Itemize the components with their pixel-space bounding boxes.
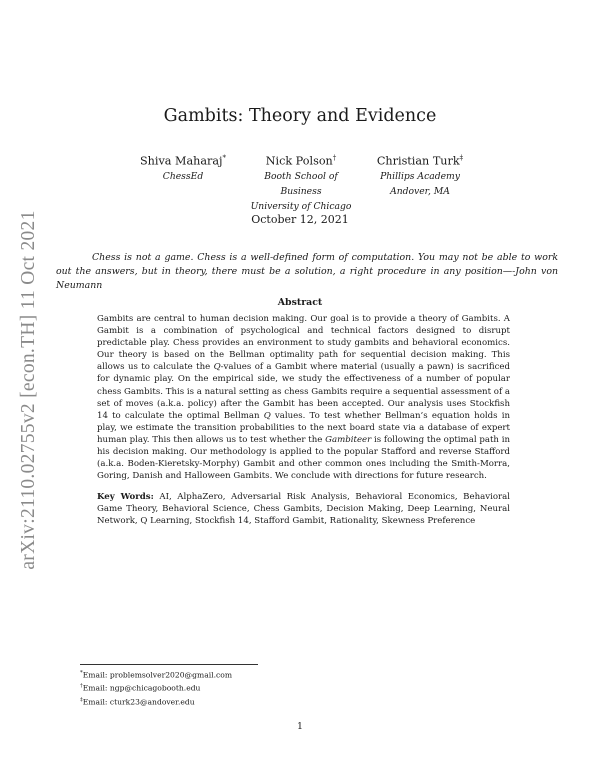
keywords-label: Key Words:	[97, 492, 154, 502]
footnote-email: †Email: ngp@chicagobooth.edu	[80, 683, 201, 693]
author-affiliation: Phillips Academy	[380, 170, 460, 182]
footnotes	[80, 668, 232, 708]
paper-date: October 12, 2021	[251, 213, 349, 226]
author-block	[245, 151, 357, 214]
author-affiliation: University of Chicago	[250, 200, 352, 212]
author-name: Shiva Maharaj*	[140, 154, 226, 168]
abstract-body: Gambits are central to human decision making. Our goal is to provide a theory of Gambits. A Gambit is a combination of psychological and technical factors designed to disrupt predictable play. Chess provides an environment to study gambits and behavioral economics. Our theory is based on the Bellman optimality path for sequential decision making. This allows us to calculate the Q-values of a Gambit where material (usually a pawn) is sacrificed for dynamic play. On the empirical side, we study the effectiveness of a number of popular chess Gambits. This is a natural setting as chess Gambits require a sequential assessment of a set of moves (a.k.a. policy) after the Gambit has been accepted. Our analysis uses Stockfish 14 to calculate the optimal Bellman Q values. To test whether Bellman’s equation holds in play, we estimate the transition probabilities to the next board state via a database of expert human play. This then allows us to test whether the Gambiteer is following the optimal path in his decision making. Our methodology is applied to the popular Stafford and reverse Stafford (a.k.a. Boden-Kieretsky-Morphy) Gambit and other common ones including the Smith-Morra, Goring, Danish and Halloween Gambits. We conclude with directions for future research.	[97, 314, 511, 482]
arxiv-stamp	[16, 200, 42, 580]
author-affiliation: ChessEd	[162, 170, 204, 182]
author-affiliation: Andover, MA	[390, 185, 450, 197]
footnote-rule	[80, 664, 258, 665]
epigraph: Chess is not a game. Chess is a well-defined form of computation. You may not be able to work out the answers, but in theory, there must be a solution, a right procedure in any position—-John von Neumann	[56, 252, 558, 292]
author-block	[365, 151, 475, 199]
author-name: Christian Turk‡	[376, 154, 464, 168]
keywords-text: AI, AlphaZero, Adversarial Risk Analysis, Behavioral Economics, Behavioral Game Theory, Behavioral Science, Chess Gambits, Decision Making, Deep Learning, Neural Network, Q Learning, Stockfish 14, Stafford Gambit, Rationality, Skewness Preference	[97, 492, 510, 527]
author-block	[128, 151, 238, 184]
author-name: Nick Polson†	[265, 154, 337, 168]
arxiv-stamp-text: arXiv:2110.02755v2 [econ.TH] 11 Oct 2021	[18, 210, 39, 570]
keywords	[97, 491, 510, 527]
paper-title: Gambits: Theory and Evidence	[163, 106, 437, 126]
page-number: 1	[297, 721, 303, 732]
abstract-heading: Abstract	[277, 297, 323, 308]
author-affiliation: Booth School of Business	[264, 170, 338, 197]
footnote-email: *Email: problemsolver2020@gmail.com	[80, 670, 233, 680]
footnote-email: ‡Email: cturk23@andover.edu	[80, 696, 195, 707]
